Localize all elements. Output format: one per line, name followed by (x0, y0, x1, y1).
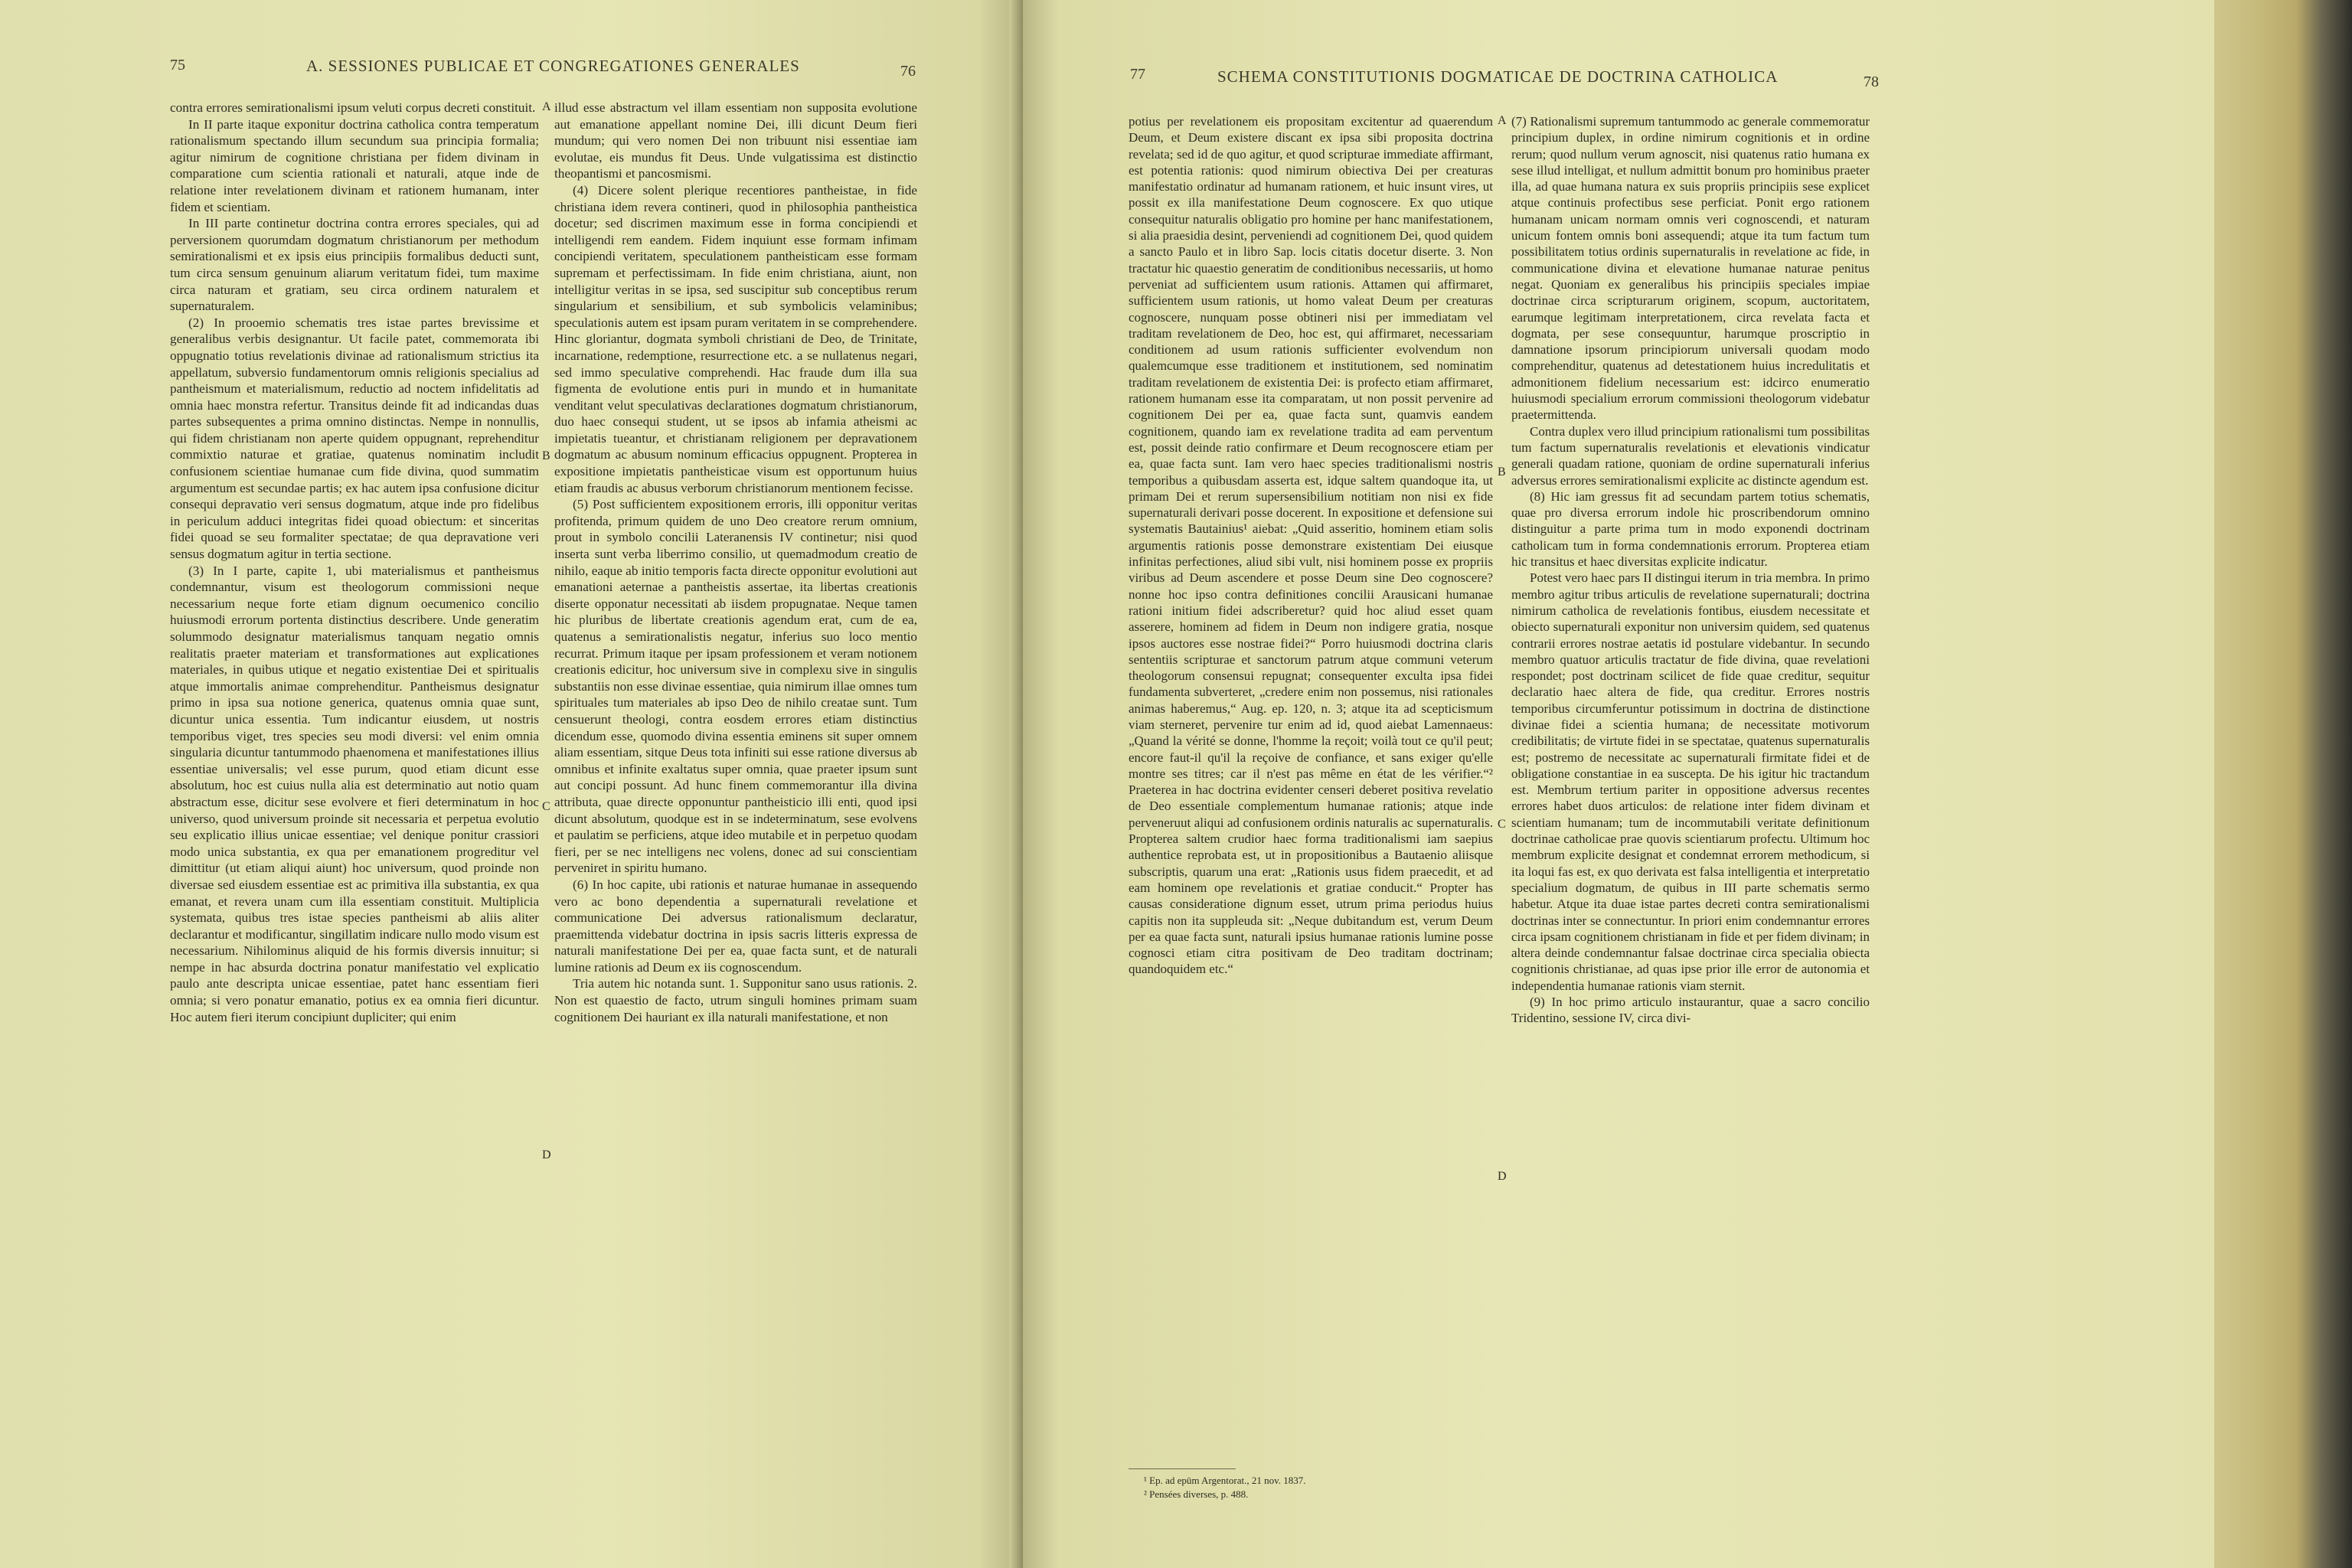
margin-letter-d: D (542, 1148, 551, 1161)
left-col-1 (170, 100, 539, 1025)
right-page (1023, 0, 2214, 1568)
running-head-left: A. SESSIONES PUBLICAE ET CONGREGATIONES GENERALES (306, 57, 800, 75)
paragraph: (2) In prooemio schematis tres istae partes brevissime et generalibus verbis designantur. Ut facile patet, commemorata ibi oppugnatio totius revelationis divinae ad rationalismum strictius ita appellatum, subversio fundamentorum omnis religionis specialius ad pantheismum et materialismum, reductio ad noctem infidelitatis ad omnia haec monstra refertur. Transitus deinde fit ad indicandas duas partes subsequentes a prima omnino distinctas. Nempe in nonnullis, qui fidem christianam non aperte quidem oppugnant, reprehenditur commixtio naturae et gratiae, quatenus nominatim includit confusionem scientiae humanae cum fide divina, quod summatim argumentum est secundae partis; ex hac autem ipsa confusione dicitur consequi depravatio veri sensus dogmatum, atque inde pro fidelibus in periculum adduci integritas fidei quoad obiectum: et sinceritas fidei quoad se seu formaliter spectatae; de qua depravatione veri sensus dogmatum agitur in tertia sectione. (170, 315, 539, 562)
margin-letter-a: A (542, 100, 551, 113)
paragraph: (9) In hoc primo articulo instaurantur, quae a sacro concilio Tridentino, sessione IV, circa divi- (1511, 995, 1870, 1026)
paragraph: Contra duplex vero illud principium rationalismi tum possibilitas tum factum supernaturalis revelationis et elevationis vindicatur generali quadam ratione, quoniam de ordine supernaturali inferius adversus errores semirationalismi explicite ac distincte agendum est. (1511, 423, 1870, 488)
left-col-2 (554, 100, 917, 1025)
paragraph: Tria autem hic notanda sunt. 1. Supponitur sano usus rationis. 2. Non est quaestio de facto, utrum singuli homines primam suam cognitionem Dei hauriant ex illa naturali manifestatione, et non (554, 976, 917, 1024)
paragraph: (6) In hoc capite, ubi rationis et naturae humanae in assequendo vero ac bono dependentia a supernaturali revelatione et communicatione Dei adversus rationalismum declaratur, praemittenda videbatur doctrina in ipsis sacris litteris expressa de naturali manifestatione Dei per ea, quae facta sunt, et de naturali lumine rationis ad Deum ex iis cognoscendum. (554, 877, 917, 975)
margin-letter-b: B (542, 449, 550, 462)
book-edge (2213, 0, 2352, 1568)
paragraph: (7) Rationalismi supremum tantummodo ac generale commemoratur principium duplex, in ordine nimirum cognitionis et in ordine rerum; quod nullum verum agnoscit, nisi quatenus ratio humana ex sese illud intelligat, et nullum admittit bonum pro hominibus praeter illa, ad quae humana natura ex suis propriis principiis sese explicet atque continuis profectibus sese perficiat. Ponit ergo rationem humanam unicam normam omnis veri cognoscendi, et naturam unicum fontem omnis boni assequendi; atque ita tum factum tum possibilitatem totius ordinis supernaturalis in revelatione ac fide, in communicatione divina et elevatione humanae naturae penitus negat. Quoniam ex generalibus his principiis speciales impiae doctrinae circa scripturarum originem, scopum, auctoritatem, earumque legitimam interpretationem, circa revelata facta et dogmata, per sese consequuntur, harumque proscriptio in damnatione ipsorum principiorum universali quodam modo comprehenditur, quatenus ad detestationem huius incredulitatis et admonitionem fidelium necessarium est: idcirco enumeratio huiusmodi specialium errorum commissioni theologorum videbatur praetermittenda. (1511, 114, 1870, 423)
paragraph: illud esse abstractum vel illam essentiam non supposita evolutione aut emanatione appellant nomine Dei, illi dicunt Deum fieri mundum; qui vero nomen Dei non tribuunt nisi essentiae iam evolutae, eis mundus fit Deus. Unde vulgatissima est distinctio theopantismi et pancosmismi. (554, 100, 917, 181)
margin-letter-b: B (1498, 466, 1506, 479)
paragraph: In III parte continetur doctrina contra errores speciales, qui ad perversionem quorumdam dogmatum christianorum per methodum semirationalismi et ex ipsis eius principiis formalibus deducti sunt, tum circa sensum genuinum aliarum veritatum fidei, tum maxime circa naturam et gratiam, seu circa ordinem naturalem et supernaturalem. (170, 216, 539, 314)
footnote-1: ¹ Ep. ad epūm Argentorat., 21 nov. 1837. (1144, 1475, 1306, 1486)
paragraph: Potest vero haec pars II distingui iterum in tria membra. In primo membro agitur tribus articulis de revelatione supernaturali; doctrina nimirum catholica de revelationis fontibus, eiusdem necessitate et obiecto supernaturali exponitur non universim quidem, sed quatenus contrarii errores nostrae aetatis id postulare videbantur. In secundo membro quatuor articulis tractatur de fide divina, quae revelationi respondet; post doctrinam scilicet de fide quae creditur, sequitur declaratio haec altera de fide, qua creditur. Errores nostris temporibus circumferuntur potissimum in doctrina de distinctione divinae fidei a scientia humana; de necessitate motivorum credibilitatis; de virtute fidei in se spectatae, quatenus supernaturalis est; postremo de necessitate ac supernaturali firmitate fidei et de obligatione constantiae in ea suscepta. De his igitur hic tractandum est. Membrum tertium pariter in oppositione adversus recentes errores habet duos articulos: de relatione inter fidem divinam et scientiam humanam; tum de incommutabili veritate definitionum doctrinae catholicae prae quovis scientiarum profectu. Ultimum hoc membrum explicite designat et condemnat errorem methodicum, si ita loqui fas est, ex quo derivata est falsa intelligentia et interpretatio specialium dogmatum, de quibus in III parte schematis sermo habetur. Atque ita duae istae partes decreti contra semirationalismi doctrinas inter se connectuntur. In priori enim condemnantur errores circa ipsam cognitionem christianam in fide et per fidem divinam; in altera deinde condemnantur falsae doctrinae circa specialia obiecta cognitionis christianae, ad quas ipse prior ille error de autonomia et independentia humanae rationis viam sternit. (1511, 570, 1870, 993)
paragraph: In II parte itaque exponitur doctrina catholica contra temperatum rationalismum spectando illum secundum sua principia formalia; agitur nimirum de cognitione christiana per fidem divinam in comparatione cum scientia rationali et naturali, atque inde de relatione inter revelationem divinam et rationem humanam, inter fidem et scientiam. (170, 116, 539, 214)
paragraph: contra errores semirationalismi ipsum veluti corpus decreti constituit. (170, 100, 536, 115)
margin-letter-a: A (1498, 114, 1507, 127)
page-number-77: 77 (1130, 66, 1145, 83)
paragraph: (4) Dicere solent plerique recentiores pantheistae, in fide christiana idem revera contineri, quod in philosophia pantheistica docetur; sed discrimen maximum esse in forma concipiendi et intelligendi rem eandem. Fidem inquiunt esse formam infimam concipiendi veritatem, speculationem pantheisticam esse formam supremam et perfectissimam. In fide enim christiana, aiunt, non intelligitur veritas in se ipsa, sed suscipitur sub conceptibus rerum singularium et sensibilium, et sub symbolicis velaminibus; speculationis autem est ipsam puram veritatem in se comprehendere. Hinc gloriantur, dogmata symboli christiani de Deo, de Trinitate, incarnatione, redemptione, resurrectione etc. a se nullatenus negari, sed immo speculative comprehendi. Hac fraude dum illa sua figmenta de evolutione entis puri in mundo et in humanitate venditant velut speculativas declarationes dogmatum christianorum, duo haec consequi student, ut se ipsos ab infamia atheismi ac impietatis tueantur, et christianam religionem per depravationem dogmatum ac abusum nominum efficacius oppugnent. Propterea in expositione impietatis pantheisticae visum est opportunum huius etiam fraudis ac abusus verborum christianorum mentionem fecisse. (554, 182, 917, 495)
margin-letter-d: D (1498, 1170, 1507, 1183)
footnote-2: ² Pensées diverses, p. 488. (1144, 1488, 1249, 1500)
page-number-76: 76 (900, 63, 916, 80)
left-page (0, 0, 1018, 1568)
right-col-2 (1511, 113, 1870, 1027)
footnote-rule (1129, 1468, 1236, 1469)
paragraph: (8) Hic iam gressus fit ad secundam partem totius schematis, quae pro diversa errorum indole hic proscribendorum omnino distinguitur a parte prima tum in modo exponendi doctrinam catholicam tum in forma condemnationis errorum. Propterea etiam hic transitus et haec diversitas explicite indicatur. (1511, 488, 1870, 570)
right-col-1 (1129, 113, 1493, 978)
page-number-75: 75 (170, 57, 185, 74)
paragraph: (5) Post sufficientem expositionem erroris, illi opponitur veritas profitenda, primum quidem de uno Deo creatore rerum omnium, prout in symbolo concilii Lateranensis IV continetur; nisi quod inserta sunt verba liberrimo consilio, ut quemadmodum creatio de nihilo, eaque ab initio temporis facta directe opponitur evolutioni aut emanationi aeternae a pantheistis assertae, ita libertas creationis diserte opponatur necessitati ab iisdem propugnatae. Neque tamen hic pluribus de libertate creationis agendum erat, cum de ea, quatenus a semirationalistis negatur, inferius suo loco mentio recurrat. Primum itaque per ipsam professionem et veram notionem creationis edicitur, hoc universum sive in complexu sive in singulis substantiis non esse divinae essentiae, quia nimirum illae omnes tum spirituales tum materiales ab ipso Deo de nihilo creatae sunt. Tum censuerunt theologi, contra eosdem errores etiam distinctius dicendum esse, quomodo divina essentia eminens sit super omnem aliam essentiam, sitque Deus tota infiniti sui esse ratione diversus ab omnibus et infinite exaltatus super omnia, quae praeter ipsum sunt aut concipi possunt. Ad hunc finem commemorantur illa divina attributa, quae directe opponuntur pantheisticio illi enti, quod ipsi dicunt absolutum, quodque est in se indeterminatum, sese evolvens et paulatim se perficiens, atque ideo mutabile et in perpetuo quodam fieri, per se nec intelligens nec volens, donec ad sui conscientiam perveniret in spiritu humano. (554, 497, 917, 876)
paragraph: (3) In I parte, capite 1, ubi materialismus et pantheismus condemnantur, visum est theologorum commissioni neque necessarium neque forte etiam dignum oecumenico concilio huiusmodi errorum portenta distinctius describere. Unde generatim solummodo designatur materialismus tanquam negatio omnis realitatis praeter materiam et transformationes aut explicationes materiales, in quibus utique et negatio existentiae Dei et spiritualis atque immortalis animae comprehenditur. Pantheismus designatur primo in ipsa sua notione generica, quatenus omnia quae sunt, dicuntur unica essentia. Tum indicantur eiusdem, ut nostris temporibus viget, tres species seu modi diversi: vel enim omnia singularia dicuntur tantummodo phaenomena et manifestationes illius essentiae universalis; vel esse purum, quod etiam dicunt esse absolutum, hoc est cuius nulla alia est determinatio aut notio quam abstractum esse, dicitur sese evolvere et fieri determinatum in hoc universo, quod universum proinde sit necessaria et perpetua evolutio seu explicatio illius unicae essentiae; vel denique ponitur crassiori modo unica substantia, ex qua per emanationem progreditur vel dimittitur (ut etiam aliqui aiunt) hoc universum, quod proinde non diversae sed eiusdem essentiae est ac primitiva illa substantia, ex qua emanat, et revera unam cum illa essentiam constituit. Multiplicia systemata, quibus tres istae species pantheismi ab aliis aliter declarantur et modificantur, singillatim indicare nullo modo visum est necessarium. Nihilominus aliquid de his formis diversis innuitur; si nempe in hac absurda doctrina ponatur manifestatio vel explicatio paulo ante descripta unicae essentiae, patet hanc essentiam fieri omnia; si vero ponatur emanatio, potius ex ea omnia fieri dicuntur. Hoc autem fieri iterum concipiunt dupliciter; qui enim (170, 563, 539, 1024)
running-head-right: SCHEMA CONSTITUTIONIS DOGMATICAE DE DOCTRINA CATHOLICA (1217, 67, 1779, 86)
page-number-78: 78 (1864, 74, 1879, 90)
margin-letter-c: C (1498, 818, 1506, 831)
margin-letter-c: C (542, 800, 550, 813)
paragraph: potius per revelationem eis propositam excitentur ad quaerendum Deum, et Deum existere discant ex ipsa sibi proposita doctrina revelata; sed id de quo agitur, et quod scripturae immediate affirmant, est potentia rationis: quod nimirum obiectiva Dei per creaturas manifestatio ordinatur ad humanam rationem, et huic insunt vires, ut possit ex illa manifestatione Deum cognoscere. Ex quo utique consequitur naturalis obligatio pro homine per hanc manifestationem, si alia praesidia desint, perveniendi ad cognitionem Dei, quod quidem a sancto Paulo et in libro Sap. locis citatis docetur diserte. 3. Non tractatur hic quaestio generatim de conditionibus necessariis, ut homo perveniat ad sufficientem usum rationis. Attamen qui affirmaret, sufficientem usum rationis, ut homo valeat Deum per creaturas cognoscere, nunquam posse obtineri nisi per immediatam vel traditam revelationem de Deo, hoc est, qui affirmaret, necessariam conditionem ad usum rationis sufficienter evolvendum non qualemcumque esse traditionem et institutionem, sed nominatim traditam revelationem de existentia Dei: is profecto etiam affirmaret, rationem humanam esse ita comparatam, ut non possit pervenire ad cognitionem Dei per ea, quae facta sunt, quamvis eandem cognitionem, quando iam ex revelatione tradita ad eam perventum est, possit deinde ratio confirmare et Deum recognoscere etiam per ea, quae facta sunt. Iam vero haec species traditionalismi nostris temporibus a quibusdam asserta est, idque saltem quandoque ita, ut primam Dei et rerum supersensibilium notitiam non nisi ex fide supernaturali derivari posse docerent. In expositione et defensione sui systematis Bautainius¹ aiebat: „Quid asseritio, hominem etiam solis argumentis rationis posse demonstrare existentiam Dei eiusque infinitas perfectiones, aliud sibi vult, nisi hominem posse ex propriis viribus ad Deum ascendere et posse Deum sine Deo cognoscere? nonne hoc ipso contra definitiones concilii Arausicani humanae rationi initium fidei adscriberetur? quid hoc aliud esset quam asserere, hominem ad fidem in Deum non indigere gratia, nosque ipsos auctores esse nostrae fidei?“ Porro huiusmodi doctrina claris sententiis scripturae et sanctorum patrum atque communi veterum theologorum consensui repugnat; consequenter exculta ipsa fidei fundamenta subverteret, „credere enim non possemus, nisi rationales animas haberemus,“ Aug. ep. 120, n. 3; atque ita ad scepticismum viam sterneret, pervenire tur enim ad id, quod aiebat Lamennaeus: „Quand la vérité se donne, l'homme la reçoit; voilà tout ce qu'il peut; encore faut-il qu'il la reçoive de confiance, et sans exiger qu'elle montre ses titres; car il n'est pas même en état de les vérifier.“² Praeterea in hac doctrina evidenter censeri deberet positiva revelatio de Deo essentiale complementum humanae rationis; atque inde perveneruut aliqui ad confusionem ordinis naturalis ac supernaturalis. Propterea saltem crudior haec forma traditionalismi iam saepius authentice reprobata est, ut in propositionibus a Bautaenio aliisque subscriptis, quarum una erat: „Rationis usus fidem praecedit, et ad eam hominem ope revelationis et gratiae conducit.“ Propter has causas consideratione dignum esset, utrum prima periodus huius capitis non ita suppleuda sit: „Neque dubitandum est, verum Deum per ea quae facta sunt, naturali ipsius humanae rationis lumine posse cognosci etiam citra positivam de Deo traditam doctrinam; quandoquidem etc.“ (1129, 114, 1493, 977)
